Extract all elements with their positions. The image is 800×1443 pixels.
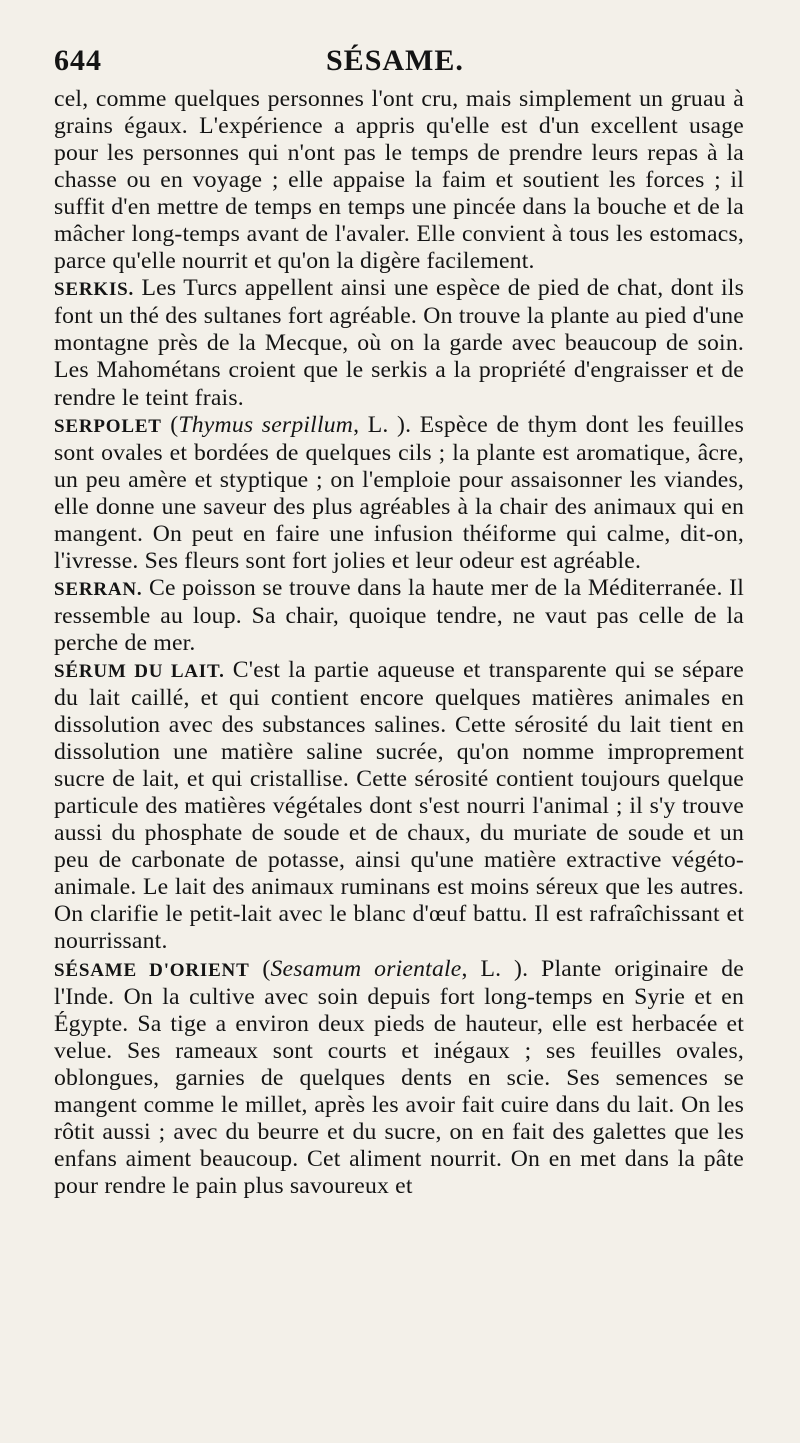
- latin-name: Sesamum orientale: [270, 955, 462, 982]
- entry-heading: SERKIS.: [54, 279, 135, 301]
- entry-serkis: [54, 275, 744, 411]
- latin-name: Thymus serpillum: [178, 411, 354, 438]
- entry-text: , L. ). Plante originaire de l'Inde. On la cultive avec soin depuis fort long-temps en Syrie et en Égypte. Sa tige a environ deux pieds de hauteur, elle est herbacée et velue. Ses rameaux sont courts et inégaux ; ses feuilles ovales, oblongues, garnies de quelques dents en scie. Ses semences se mangent comme le millet, après les avoir fait cuire dans du lait. On les rôtit aussi ; avec du beurre et du sucre, on en fait des galettes que les enfans aiment beaucoup. Cet aliment nourrit. On en met dans la pâte pour rendre le pain plus savoureux et: [54, 955, 744, 1199]
- paragraph-continuation: cel, comme quelques personnes l'ont cru, mais simplement un gruau à grains égaux. L'expérience a appris qu'elle est d'un excellent usage pour les personnes qui n'ont pas le temps de prendre leurs repas à la chasse ou en voyage ; elle appaise la faim et soutient les forces ; il suffit d'en mettre de temps en temps une pincée dans la bouche et de la mâcher long-temps avant de l'avaler. Elle convient à tous les estomacs, parce qu'elle nourrit et qu'on la digère facilement.: [54, 86, 744, 275]
- entry-serran: [54, 575, 744, 657]
- entry-serum-du-lait: [54, 657, 744, 956]
- entry-text: Ce poisson se trouve dans la haute mer de la Méditerranée. Il ressemble au loup. Sa chair, quoique tendre, ne vaut pas celle de la perche de mer.: [54, 574, 744, 656]
- paren-open: (: [161, 411, 179, 438]
- entry-heading: SERPOLET: [54, 415, 162, 437]
- entry-serpolet: [54, 412, 744, 575]
- running-title: SÉSAME.: [326, 44, 464, 77]
- entry-heading: SÉSAME D'ORIENT: [54, 959, 250, 981]
- running-head: [54, 44, 746, 84]
- paren-open: (: [249, 955, 271, 982]
- body-text: [54, 86, 744, 1200]
- entry-text: , L. ). Espèce de thym dont les feuilles sont ovales et bordées de quelques cils ; la plante est aromatique, âcre, un peu amère et styptique ; on l'emploie pour assaisonner les viandes, elle donne une saveur des plus agréables à la chair des animaux qui en mangent. On peut en faire une infusion théiforme qui calme, dit-on, l'ivresse. Ses fleurs sont fort jolies et leur odeur est agréable.: [54, 411, 744, 574]
- entry-text: C'est la partie aqueuse et transparente qui se sépare du lait caillé, et qui contient encore quelques matières animales en dissolution avec des substances salines. Cette sérosité du lait tient en dissolution une matière saline sucrée, qu'on nomme improprement sucre de lait, et qui cristallise. Cette sérosité contient toujours quelque particule des matières végétales dont s'est nourri l'animal ; il s'y trouve aussi du phosphate de soude et de chaux, du muriate de soude et un peu de carbonate de potasse, ainsi qu'une matière extractive végéto-animale. Le lait des animaux ruminans est moins séreux que les autres. On clarifie le petit-lait avec le blanc d'œuf battu. Il est rafraîchissant et nourrissant.: [54, 656, 744, 955]
- entry-text: Les Turcs appellent ainsi une espèce de pied de chat, dont ils font un thé des sultanes fort agréable. On trouve la plante au pied d'une montagne près de la Mecque, où on la garde avec beaucoup de soin. Les Mahométans croient que le serkis a la propriété d'engraisser et de rendre le teint frais.: [54, 275, 744, 411]
- entry-heading: SÉRUM DU LAIT.: [54, 660, 225, 682]
- page-number: 644: [54, 44, 102, 77]
- entry-sesame-d-orient: [54, 956, 744, 1200]
- entry-heading: SERRAN.: [54, 578, 143, 600]
